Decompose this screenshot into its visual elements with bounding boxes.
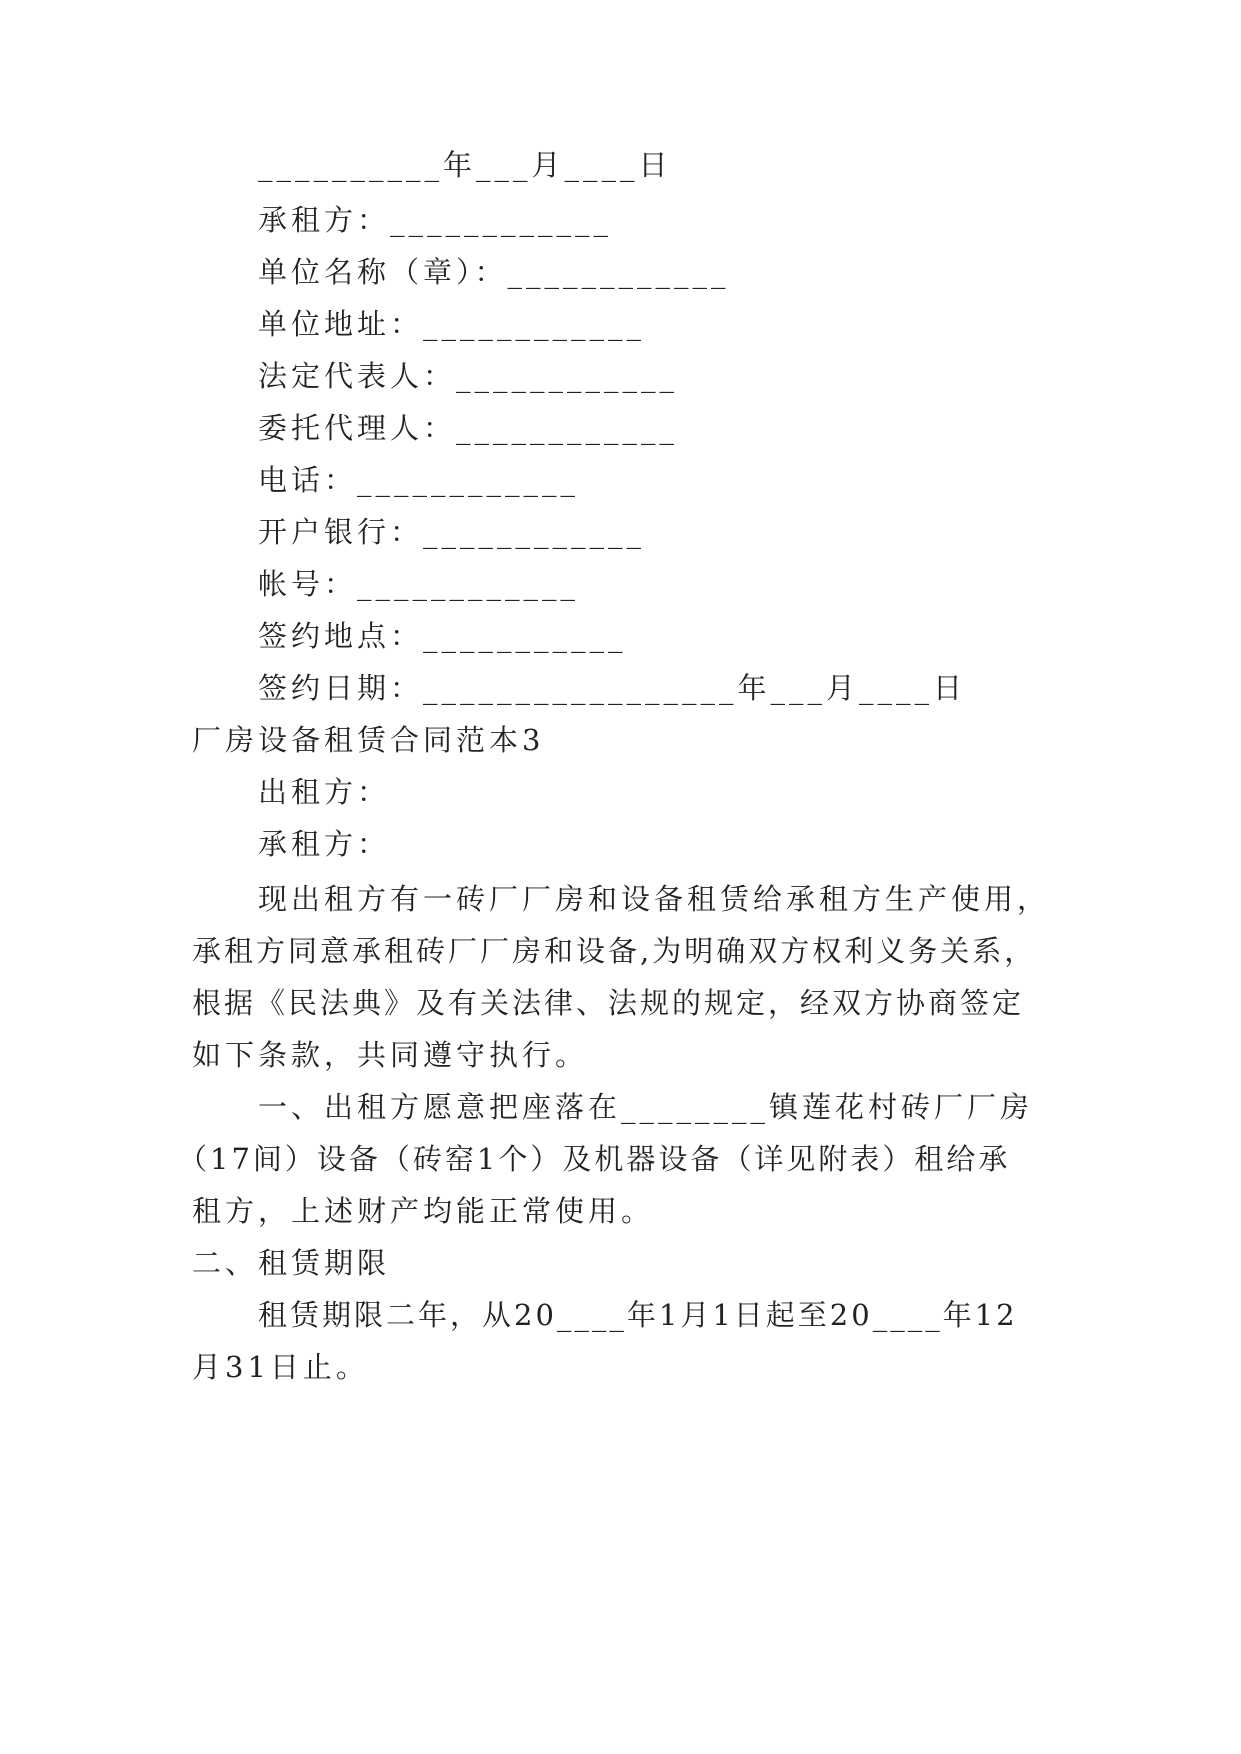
legal-representative-field: 法定代表人：____________ [258, 359, 679, 393]
signing-date-field: 签约日期：_________________年___月____日 [258, 671, 967, 705]
lessee-field: 承租方：____________ [258, 203, 613, 237]
paragraph-line: 承租方同意承租砖厂厂房和设备,为明确双方权利义务关系， [192, 934, 1037, 968]
signing-place-field: 签约地点：___________ [258, 619, 627, 653]
bank-field: 开户银行：____________ [258, 515, 646, 549]
signing-date-line: __________年___月____日 [258, 148, 672, 182]
paragraph-line: 根据《民法典》及有关法律、法规的规定，经双方协商签定 [192, 986, 1025, 1020]
clause-one-line: 一、出租方愿意把座落在________镇莲花村砖厂厂房 [258, 1090, 1034, 1124]
phone-field: 电话：____________ [258, 463, 580, 497]
unit-name-field: 单位名称（章）：____________ [258, 255, 730, 289]
clause-one-line: 租方，上述财产均能正常使用。 [192, 1194, 655, 1228]
lessee-field-2: 承租方： [258, 827, 391, 861]
section-title: 厂房设备租赁合同范本3 [192, 723, 545, 757]
authorized-agent-field: 委托代理人：____________ [258, 411, 679, 445]
clause-two-line: 租赁期限二年，从20____年1月1日起至20____年12 [258, 1298, 1018, 1332]
lessor-field: 出租方： [258, 775, 391, 809]
clause-one-line: （17间）设备（砖窑1个）及机器设备（详见附表）租给承 [178, 1142, 1011, 1176]
account-field: 帐号：____________ [258, 567, 580, 601]
clause-two-line: 月31日止。 [192, 1350, 369, 1384]
paragraph-line: 现出租方有一砖厂厂房和设备租赁给承租方生产使用， [258, 882, 1051, 916]
clause-two-heading: 二、租赁期限 [192, 1246, 391, 1280]
unit-address-field: 单位地址：____________ [258, 307, 646, 341]
paragraph-line: 如下条款，共同遵守执行。 [192, 1038, 589, 1072]
